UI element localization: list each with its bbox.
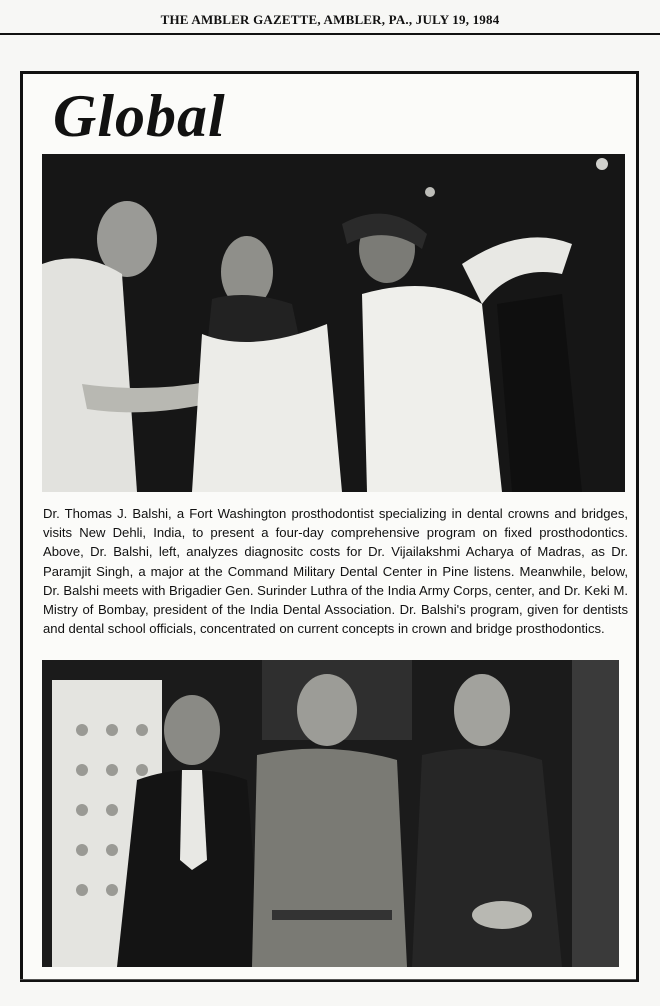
section-title: Global	[53, 83, 226, 149]
masthead-rule	[0, 33, 660, 35]
masthead: THE AMBLER GAZETTE, AMBLER, PA., JULY 19, 1984	[160, 12, 500, 27]
top-photo	[42, 154, 625, 492]
top-photo-image	[42, 154, 625, 492]
bottom-photo-image	[42, 660, 619, 967]
photo-caption: Dr. Thomas J. Balshi, a Fort Washington prosthodontist specializing in dental crowns and bridges, visits New Dehli, India, to present a four-day comprehensive program on fixed prosthodontics. Above, Dr. Balshi, left, analyzes diagnositc costs for Dr. Vijailakshmi Acharya of Madras, as Dr. Paramjit Singh, a major at the Command Military Dental Center in Pine listens. Meanwhile, below, Dr. Balshi meets with Brigadier Gen. Surinder Luthra of the India Army Corps, center, and Dr. Keki M. Mistry of Bombay, president of the India Dental Association. Dr. Balshi's program, given for dentists and dental school officials, concentrated on current concepts in crown and bridge prosthodontics.	[43, 506, 628, 637]
article-frame	[20, 71, 639, 982]
bottom-photo	[42, 660, 619, 967]
bottom-rule	[20, 979, 636, 980]
